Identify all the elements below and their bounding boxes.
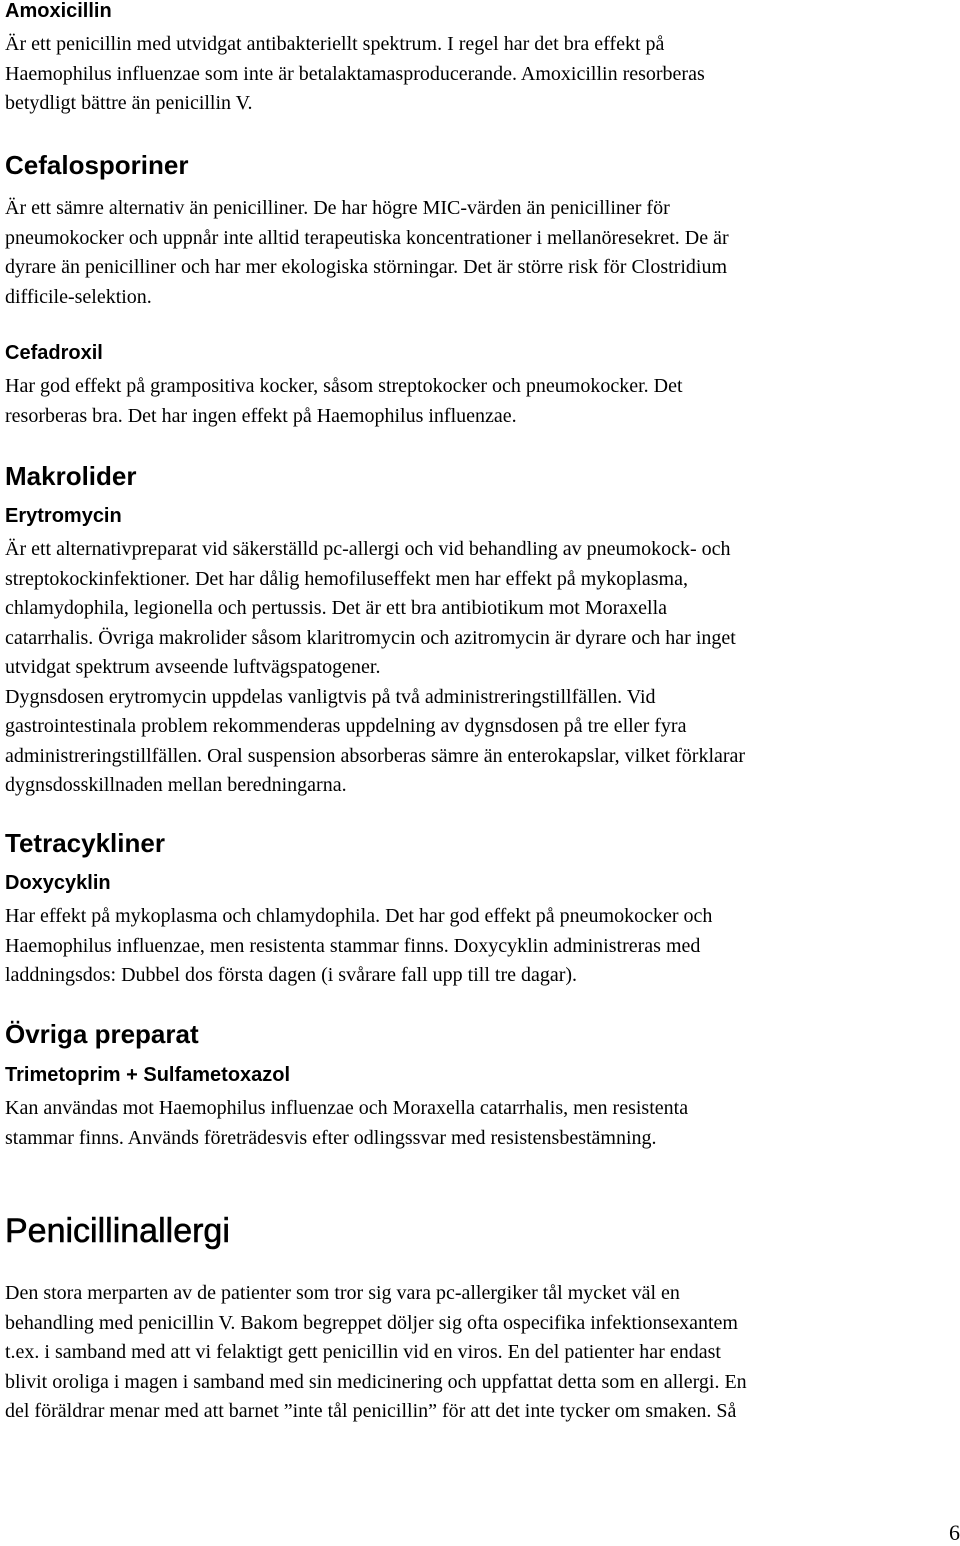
text-line: Dygnsdosen erytromycin uppdelas vanligtvis på två administreringstillfällen. Vid <box>5 685 656 708</box>
tetracykliner-heading: Tetracykliner <box>5 828 165 858</box>
amoxicillin-heading: Amoxicillin <box>5 0 112 22</box>
ovriga-preparat-heading: Övriga preparat <box>5 1019 199 1049</box>
text-line: Är ett alternativpreparat vid säkerställd pc-allergi och vid behandling av pneumokock- och <box>5 538 731 560</box>
text-line: gastrointestinala problem rekommenderas uppdelning av dygnsdosen på tre eller fyra <box>5 715 687 737</box>
makrolider-heading: Makrolider <box>5 461 137 491</box>
text-line: betydligt bättre än penicillin V. <box>5 92 253 114</box>
text-line: utvidgat spektrum avseende luftvägspatogener. <box>5 656 381 678</box>
text-line: difficile-selektion. <box>5 285 152 308</box>
cefadroxil-paragraph <box>5 372 683 431</box>
text-line: Haemophilus influenzae, men resistenta stammar finns. Doxycyklin administreras med <box>5 934 701 957</box>
text-line: Har god effekt på grampositiva kocker, såsom streptokocker och pneumokocker. Det <box>5 375 683 397</box>
penicillinallergi-heading: Penicillinallergi <box>5 1212 230 1250</box>
page-number: 6 <box>949 1520 960 1545</box>
trimetoprim-subheading: Trimetoprim + Sulfametoxazol <box>5 1064 291 1086</box>
text-line: Kan användas mot Haemophilus influenzae och Moraxella catarrhalis, men resistenta <box>5 1097 689 1119</box>
penicillinallergi-paragraph <box>5 1279 747 1427</box>
text-line: Är ett penicillin med utvidgat antibakteriellt spektrum. I regel har det bra effekt på <box>5 33 665 55</box>
text-line: catarrhalis. Övriga makrolider såsom klaritromycin och azitromycin är dyrare och har inget <box>5 626 736 649</box>
text-line: del föräldrar menar med att barnet ”inte tål penicillin” för att det inte tycker om smaken. Så <box>5 1400 737 1422</box>
text-line: stammar finns. Används företrädesvis efter odlingssvar med resistensbestämning. <box>5 1126 657 1149</box>
text-line: Den stora merparten av de patienter som tror sig vara pc-allergiker tål mycket väl en <box>5 1282 680 1304</box>
text-line: Haemophilus influenzae som inte är betalaktamasproducerande. Amoxicillin resorberas <box>5 62 705 85</box>
text-line: pneumokocker och uppnår inte alltid terapeutiska koncentrationer i mellanöresekret. De är <box>5 226 729 249</box>
text-line: chlamydophila, legionella och pertussis. Det är ett bra antibiotikum mot Moraxella <box>5 597 668 619</box>
erytromycin-subheading: Erytromycin <box>5 505 122 527</box>
text-line: Har effekt på mykoplasma och chlamydophila. Det har god effekt på pneumokocker och <box>5 905 713 927</box>
amoxicillin-paragraph <box>5 30 705 119</box>
cefalosporiner-paragraph <box>5 194 729 312</box>
text-line: resorberas bra. Det har ingen effekt på Haemophilus influenzae. <box>5 404 517 427</box>
doxycyklin-subheading: Doxycyklin <box>5 872 111 894</box>
tetracykliner-paragraph <box>5 902 712 991</box>
text-line: behandling med penicillin V. Bakom begreppet döljer sig ofta ospecifika infektionsexantem <box>5 1311 738 1334</box>
text-line: administreringstillfällen. Oral suspension absorberas sämre än enterokapslar, vilket förklarar <box>5 744 746 767</box>
text-line: Är ett sämre alternativ än penicilliner. De har högre MIC-värden än penicilliner för <box>5 197 670 219</box>
text-line: dyrare än penicilliner och har mer ekologiska störningar. Det är större risk för Clostridium <box>5 256 728 278</box>
text-line: t.ex. i samband med att vi felaktigt gett penicillin vid en viros. En del patienter har endast <box>5 1341 721 1363</box>
text-line: laddningsdos: Dubbel dos första dagen (i svårare fall upp till tre dagar). <box>5 964 578 986</box>
cefadroxil-heading: Cefadroxil <box>5 342 103 364</box>
cefalosporiner-heading: Cefalosporiner <box>5 150 189 180</box>
makrolider-paragraph <box>5 535 745 801</box>
ovriga-paragraph <box>5 1094 688 1153</box>
text-line: streptokockinfektioner. Det har dålig hemofiluseffekt men har effekt på mykoplasma, <box>5 567 688 590</box>
text-line: dygnsdosskillnaden mellan beredningarna. <box>5 774 347 796</box>
text-line: blivit oroliga i magen i samband med sin medicinering och uppfattat detta som en allergi. En <box>5 1370 747 1393</box>
